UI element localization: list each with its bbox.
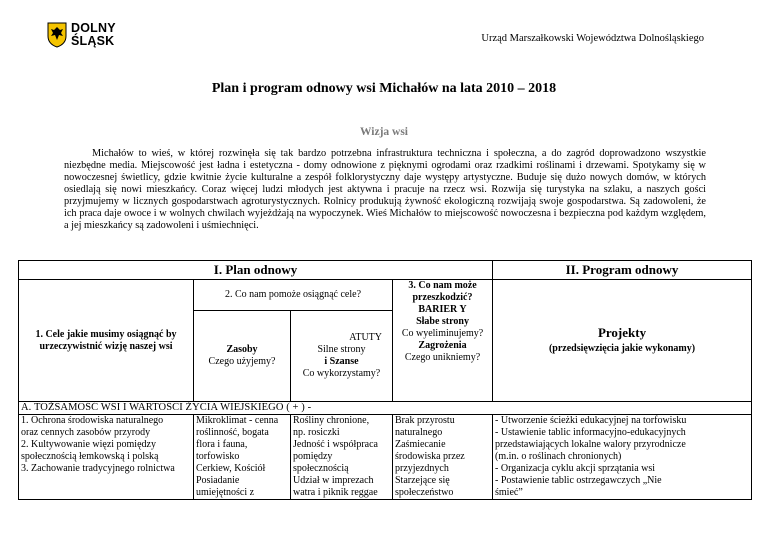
eliminate-question: Co wyeliminujemy? — [401, 328, 484, 339]
avoid-question: Czego unikniemy? — [404, 352, 481, 363]
resource-line: torfowisko — [196, 451, 240, 462]
goal-line: 3. Zachowanie tradycyjnego rolnictwa — [21, 463, 175, 474]
document-title: Plan i program odnowy wsi Michałów na lata 2010 – 2018 — [211, 81, 557, 96]
obstacles-question: 3. Co nam może przeszkodzić? — [408, 280, 477, 303]
section-plan-header: I. Plan odnowy — [19, 261, 493, 280]
project-line: - Organizacja cyklu akcji sprzątania wsi — [495, 463, 656, 474]
resources-label: Zasoby — [226, 344, 258, 355]
threats-label: Zagrożenia — [418, 340, 467, 351]
goal-line: 2. Kultywowanie więzi pomiędzy — [21, 439, 156, 450]
vision-title: Wizja wsi — [359, 126, 409, 138]
logo-text-line2: ŚLĄSK — [71, 34, 115, 48]
project-line: - Ustawienie tablic informacyjno-edukacyjnych — [495, 427, 686, 438]
resource-line: Posiadanie — [196, 475, 240, 486]
resources-header — [194, 311, 291, 402]
weakness-line: środowiska przez — [395, 451, 465, 462]
strength-line: Udział w imprezach — [293, 475, 374, 486]
strength-line: pomiędzy — [293, 451, 333, 462]
logo-text-line1: DOLNY — [71, 21, 116, 35]
projects-sub: (przedsięwzięcia jakie wykonamy) — [548, 342, 696, 354]
project-line: - Utworzenie ścieżki edukacyjnej na torfowisku — [495, 415, 687, 426]
barriers-label: BARIER Y — [418, 304, 467, 315]
projects-header — [493, 280, 752, 402]
resources-sub: Czego użyjemy? — [208, 356, 276, 367]
project-line: (m.in. o roślinach chronionych) — [495, 451, 622, 462]
resource-line: umiejętności z — [196, 487, 255, 498]
office-name: Urząd Marszałkowski Województwa Dolnośląskiego — [481, 33, 704, 44]
section-program-header: II. Program odnowy — [493, 261, 752, 280]
eagle-shield-icon — [47, 22, 67, 48]
resource-line: Mikroklimat - cenna — [196, 415, 279, 426]
goals-header: 1. Cele jakie musimy osiągnąć by urzeczywistnić wizję naszej wsi — [19, 280, 194, 402]
resource-line: roślinność, bogata — [196, 427, 269, 438]
strength-line: Jedność i współpraca — [293, 439, 378, 450]
project-line: przedstawiających lokalne walory przyrodnicze — [495, 439, 686, 450]
obstacles-header — [393, 280, 493, 402]
strength-line: np. rosiczki — [293, 427, 340, 438]
strengths-line2: Silne strony — [317, 344, 366, 355]
strength-line: społecznością — [293, 463, 349, 474]
strengths-line3: i Szanse — [324, 356, 359, 367]
weakness-line: Starzejące się — [395, 475, 450, 486]
goals-cell — [19, 415, 194, 500]
resources-question: 2. Co nam pomoże osiągnąć cele? — [194, 280, 393, 311]
weakness-line: naturalnego — [395, 427, 443, 438]
strength-line: Rośliny chronione, — [293, 415, 370, 426]
projects-label: Projekty — [597, 324, 647, 340]
strengths-cell — [291, 415, 393, 500]
strength-line: watra i piknik reggae — [293, 487, 378, 498]
plan-table — [18, 260, 752, 500]
resource-line: flora i fauna, — [196, 439, 248, 450]
vision-text: Michałów to wieś, w której rozwinęła się tak bardzo potrzebna infrastruktura techniczna i społeczna, a do zagród doprowadzono wszystkie niezbędne media. Miejscowość jest ładna i estetyczna - domy odnowione z pięknymi ogrodami oraz rzadkimi roślinami i drzewami. Spotykamy się w nowoczesnej świetlicy, gdzie kwitnie życie kulturalne a zespół folklorystyczny daje występy artystyczne. Buduje się dużo nowych domów, w których osiedlają się nowi mieszkańcy. Coraz więcej ludzi młodych jest aktywna i pracuje na rzecz wsi. Rozwija się turystyka na szlaku, a naszych gości przyjmujemy w licznych gospodarstwach agroturystycznych. Rolnicy produkują żywność ekologiczną rozwijają swoje gospodarstwa. Są zadowoleni, że ich praca daje owoce i w wolnych chwilach wyjeżdżają na wypoczynek. Wieś Michałów to miejscowość nowoczesna i bezpieczna pod każdym względem, a jej mieszkańcy są zadowoleni i uśmiechnięci. — [64, 148, 706, 231]
weaknesses-cell — [393, 415, 493, 500]
weakness-line: Brak przyrostu — [395, 415, 455, 426]
resources-cell — [194, 415, 291, 500]
weakness-line: Zaśmiecanie — [395, 439, 446, 450]
weakness-line: społeczeństwo — [395, 487, 454, 498]
strengths-header — [291, 311, 393, 402]
goal-line: oraz cennych zasobów przyrody — [21, 427, 151, 438]
projects-cell — [493, 415, 752, 500]
weaknesses-label: Słabe strony — [416, 316, 469, 327]
project-line: - Postawienie tablic ostrzegawczych „Nie — [495, 475, 662, 486]
resource-line: Cerkiew, Kościół — [196, 463, 266, 474]
logo-text — [71, 22, 116, 48]
goal-line: społecznością łemkowską i polską — [21, 451, 159, 462]
weakness-line: przyjezdnych — [395, 463, 449, 474]
area-a-header: A. TOŻSAMOŚĆ WSI I WARTOŚCI ŻYCIA WIEJSKIEGO ( + ) - — [19, 402, 752, 415]
goal-line: 1. Ochrona środowiska naturalnego — [21, 415, 164, 426]
strengths-label: ATUTY — [349, 332, 382, 343]
strengths-sub: Co wykorzystamy? — [302, 368, 381, 379]
project-line: śmieć” — [495, 487, 523, 498]
logo — [47, 22, 127, 52]
